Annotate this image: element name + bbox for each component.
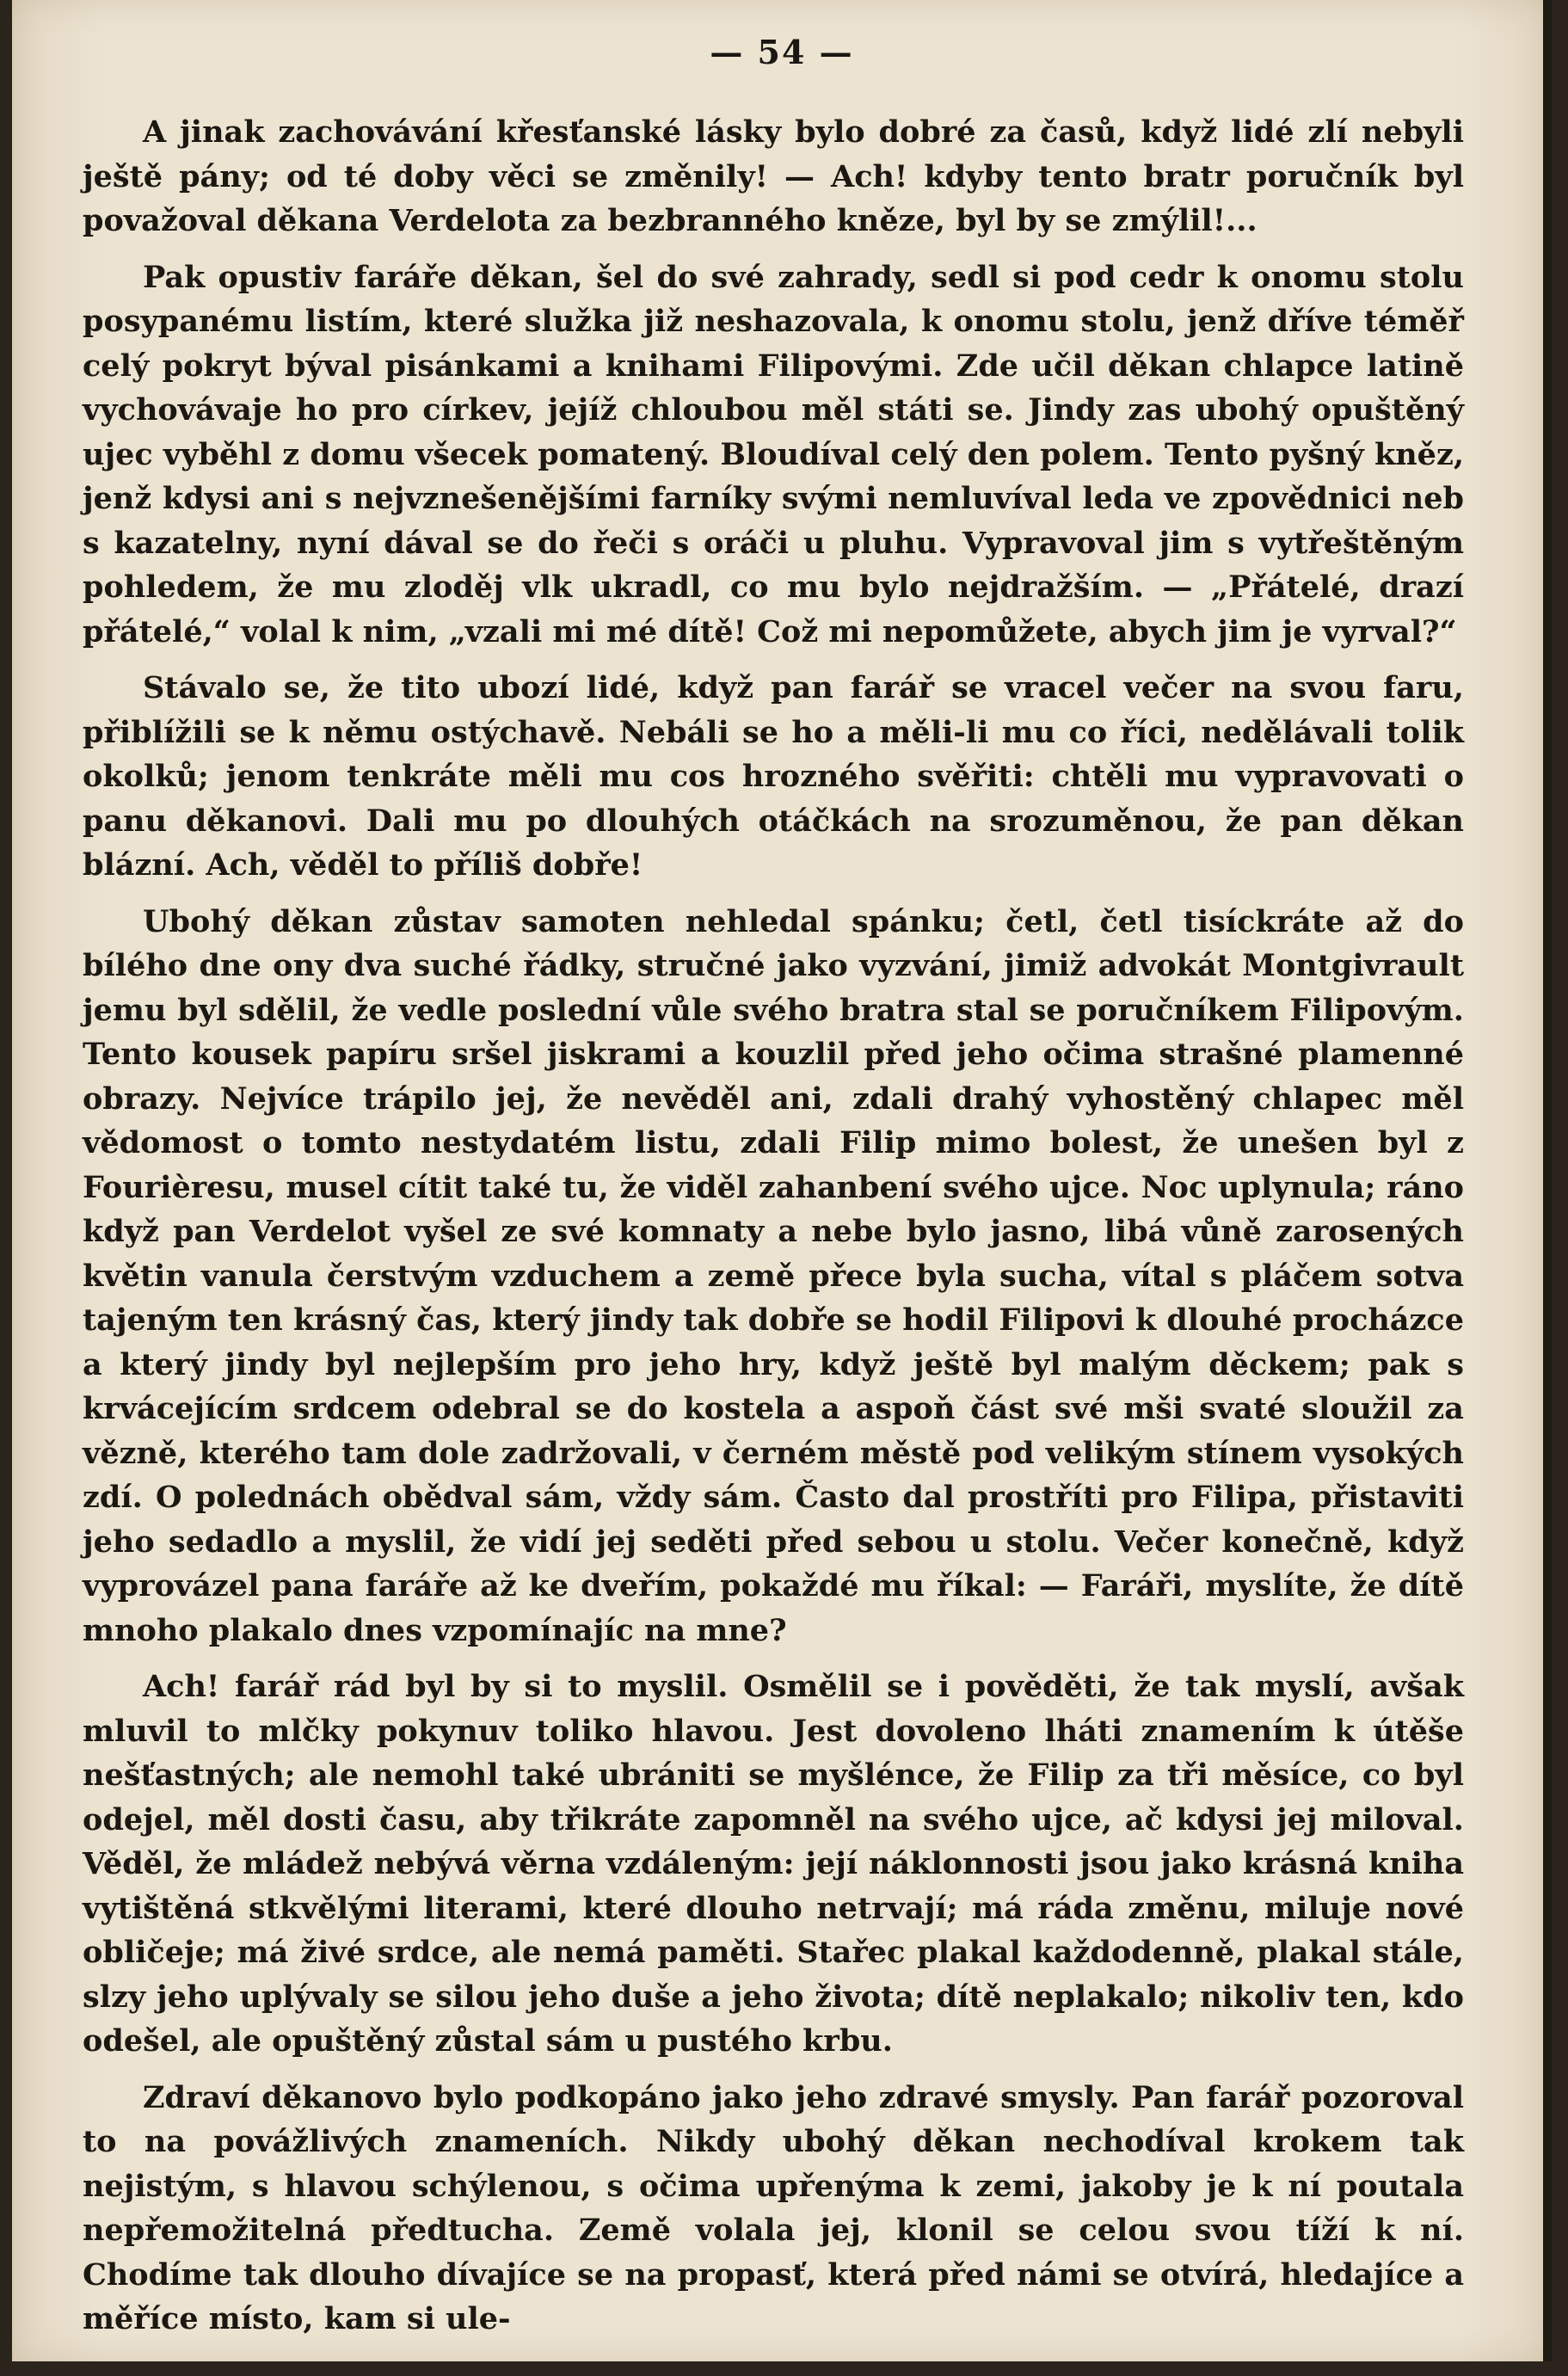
paragraph: Stávalo se, že tito ubozí lidé, když pan farář se vracel večer na svou faru, přiblížili se k němu ostýchavě. Nebáli se ho a měli-li mu co říci, nedělávali tolik okolků; jenom tenkráte měli mu cos hrozného svěřiti: chtěli mu vypravovati o panu děkanovi. Dali mu po dlouhých otáčkách na srozuměnou, že pan děkan blázní. Ach, věděl to příliš dobře! xyxy=(83,670,1464,883)
page-number: — 54 — xyxy=(710,33,854,71)
paragraph: A jinak zachovávání křesťanské lásky bylo dobré za časů, když lidé zlí nebyli ještě pány; od té doby věci se změnily! — Ach! kdyby tento bratr poručník byl považoval děkana Verdelota za bezbranného kněze, byl by se zmýlil!... xyxy=(83,114,1464,238)
paragraph: Ach! farář rád byl by si to myslil. Osmělil se i pověděti, že tak myslí, avšak mluvil to mlčky pokynuv toliko hlavou. Jest dovoleno lháti znamením k útěše nešťastných; ale nemohl také ubrániti se myšlénce, že Filip za tři měsíce, co byl odejel, měl dosti času, aby třikráte zapomněl na svého ujce, ač kdysi jej miloval. Věděl, že mládež nebývá věrna vzdáleným: její náklonnosti jsou jako krásná kniha vytištěná stkvělými literami, které dlouho netrvají; má ráda změnu, miluje nové obličeje; má živé srdce, ale nemá paměti. Stařec plakal každodenně, plakal stále, slzy jeho uplývaly se silou jeho duše a jeho života; dítě neplakalo; nikoliv ten, kdo odešel, ale opuštěný zůstal sám u pustého krbu. xyxy=(83,1669,1464,2059)
book-page xyxy=(12,0,1552,2361)
paragraph: Zdraví děkanovo bylo podkopáno jako jeho zdravé smysly. Pan farář pozoroval to na povážlivých znameních. Nikdy ubohý děkan nechodíval krokem tak nejistým, s hlavou schýlenou, s očima upřenýma k zemi, jakoby je k ní poutala nepřemožitelná předtucha. Země volala jej, klonil se celou svou tíží k ní. Chodíme tak dlouho dívajíce se na propasť, která před námi se otvírá, hledajíce a měříce místo, kam si ule- xyxy=(83,2079,1464,2336)
paragraph: Pak opustiv faráře děkan, šel do své zahrady, sedl si pod cedr k onomu stolu posypanému listím, které služka již neshazovala, k onomu stolu, jenž dříve téměř celý pokryt býval pisánkami a knihami Filipovými. Zde učil děkan chlapce latině vychovávaje ho pro církev, jejíž chloubou měl státi se. Jindy zas ubohý opuštěný ujec vyběhl z domu všecek pomatený. Bloudíval celý den polem. Tento pyšný kněz, jenž kdysi ani s nejvznešenějšími farníky svými nemluvíval leda ve zpovědnici neb s kazatelny, nyní dával se do řeči s oráči u pluhu. Vypravoval jim s vytřeštěným pohledem, že mu zloděj vlk ukradl, co mu bylo nejdražším. — „Přátelé, drazí přátelé,“ volal k nim, „vzali mi mé dítě! Což mi nepomůžete, abych jim je vyrval?“ xyxy=(83,259,1464,649)
body-text xyxy=(83,110,1464,2354)
book-spine-edge xyxy=(1543,0,1552,2361)
paragraph: Ubohý děkan zůstav samoten nehledal spánku; četl, četl tisíckráte až do bílého dne ony dva suché řádky, stručné jako vyzvání, jimiž advokát Montgivrault jemu byl sdělil, že vedle poslední vůle svého bratra stal se poručníkem Filipovým. Tento kousek papíru sršel jiskrami a kouzlil před jeho očima strašné plamenné obrazy. Nejvíce trápilo jej, že nevěděl ani, zdali drahý vyhostěný chlapec měl vědomost o tomto nestydatém listu, zdali Filip mimo bolest, že unešen byl z Fourièresu, musel cítit také tu, že viděl zahanbení svého ujce. Noc uplynula; ráno když pan Verdelot vyšel ze své komnaty a nebe bylo jasno, libá vůně zarosených květin vanula čerstvým vzduchem a země přece byla sucha, vítal s pláčem sotva tajeným ten krásný čas, který jindy tak dobře se hodil Filipovi k dlouhé procházce a který jindy byl nejlepším pro jeho hry, když ještě byl malým děckem; pak s krvácejícím srdcem odebral se do kostela a aspoň část své mši svaté sloužil za vězně, kterého tam dole zadržovali, v černém městě pod velikým stínem vysokých zdí. O polednách obědval sám, vždy sám. Často dal prostříti pro Filipa, přistaviti jeho sedadlo a myslil, že vidí jej seděti před sebou u stolu. Večer konečně, když vyprovázel pana faráře až ke dveřím, pokaždé mu říkal: — Faráři, myslíte, že dítě mnoho plakalo dnes vzpomínajíc na mne? xyxy=(83,903,1464,1648)
